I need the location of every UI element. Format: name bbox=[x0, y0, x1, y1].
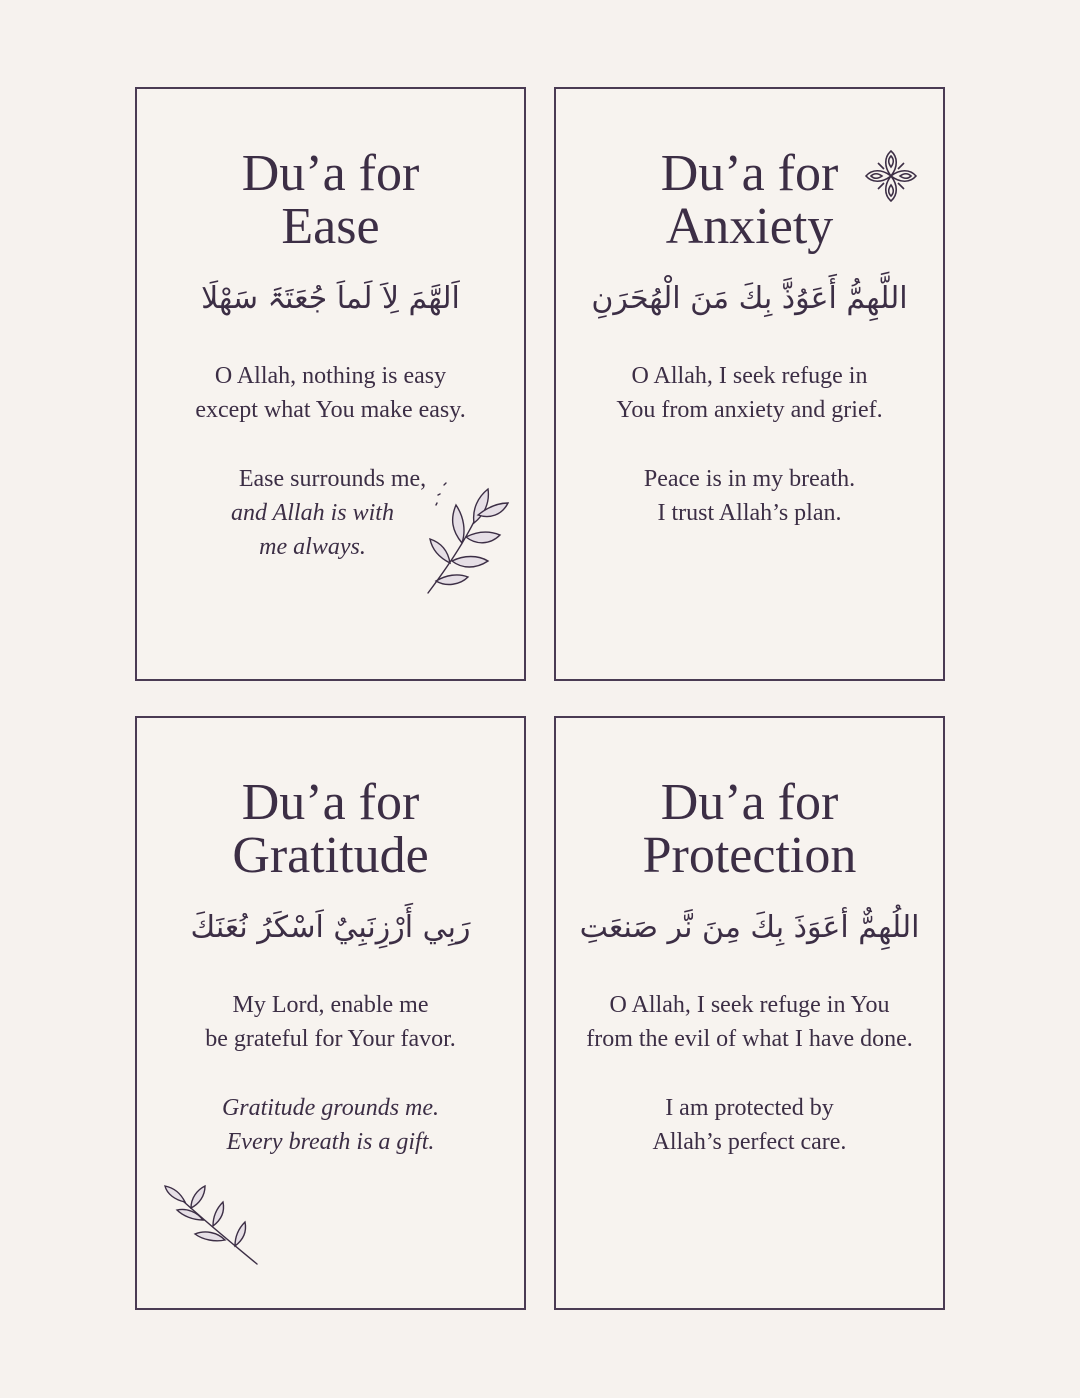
translation bbox=[137, 359, 524, 427]
leaf-sprig-icon bbox=[163, 1184, 263, 1270]
affirmation-line: and Allah is with bbox=[231, 500, 394, 526]
translation-line: My Lord, enable me bbox=[232, 992, 429, 1018]
affirmation-line: I am protected by bbox=[665, 1095, 834, 1121]
card-title bbox=[556, 776, 943, 882]
dua-card-anxiety bbox=[554, 87, 945, 681]
dua-card-ease bbox=[135, 87, 526, 681]
title-line: Anxiety bbox=[665, 198, 834, 255]
translation bbox=[556, 988, 943, 1056]
dua-card-protection bbox=[554, 716, 945, 1310]
title-line: Protection bbox=[642, 827, 857, 884]
affirmation-line: Peace is in my breath. bbox=[643, 466, 856, 492]
title-line: Ease bbox=[281, 198, 380, 255]
arabic-dua: اللَّهِمُّ أَعَوُذَّ بِكَ مَنَ الْهُحَرَنِ bbox=[591, 281, 908, 316]
affirmation-line: me always. bbox=[259, 534, 366, 560]
title-line: Du’a for bbox=[241, 774, 420, 831]
affirmation-line: I trust Allah’s plan. bbox=[657, 500, 842, 526]
translation-line: You from anxiety and grief. bbox=[616, 397, 883, 423]
translation-line: be grateful for Your favor. bbox=[205, 1026, 456, 1052]
translation-line: O Allah, I seek refuge in You bbox=[609, 992, 890, 1018]
translation bbox=[556, 359, 943, 427]
affirmation-line: Every breath is a gift. bbox=[226, 1129, 435, 1155]
affirmation bbox=[556, 1091, 943, 1159]
arabic-dua: رَبِي أَرْزِنَبِيٌ اَسْكَرُ نُعَنَكَ bbox=[190, 910, 471, 945]
translation-line: O Allah, nothing is easy bbox=[214, 363, 447, 389]
translation bbox=[137, 988, 524, 1056]
translation-line: except what You make easy. bbox=[195, 397, 466, 423]
affirmation bbox=[556, 462, 943, 530]
dua-card-gratitude bbox=[135, 716, 526, 1310]
title-line: Du’a for bbox=[660, 774, 839, 831]
card-title bbox=[137, 776, 524, 882]
arabic-dua: اَلهَّمَ لِاَ لَماَ جُعَتَۃَ سَهْلَا bbox=[201, 281, 460, 316]
arabic-dua: اللُهِمٌّ أعَوَذَ بِكَ مِنَ نَّر صَنعَتِ bbox=[579, 910, 920, 945]
affirmation bbox=[137, 1091, 524, 1159]
affirmation-line: Ease surrounds me, bbox=[238, 466, 427, 492]
translation-line: O Allah, I seek refuge in bbox=[631, 363, 868, 389]
card-title bbox=[137, 147, 524, 253]
flower-ornament-icon bbox=[862, 147, 920, 205]
leaf-sprig-icon bbox=[422, 481, 512, 599]
translation-line: from the evil of what I have done. bbox=[586, 1026, 913, 1052]
affirmation-line: Gratitude grounds me. bbox=[221, 1095, 440, 1121]
title-line: Gratitude bbox=[232, 827, 429, 884]
title-line: Du’a for bbox=[241, 145, 420, 202]
title-line: Du’a for bbox=[660, 145, 839, 202]
affirmation-line: Allah’s perfect care. bbox=[652, 1129, 847, 1155]
